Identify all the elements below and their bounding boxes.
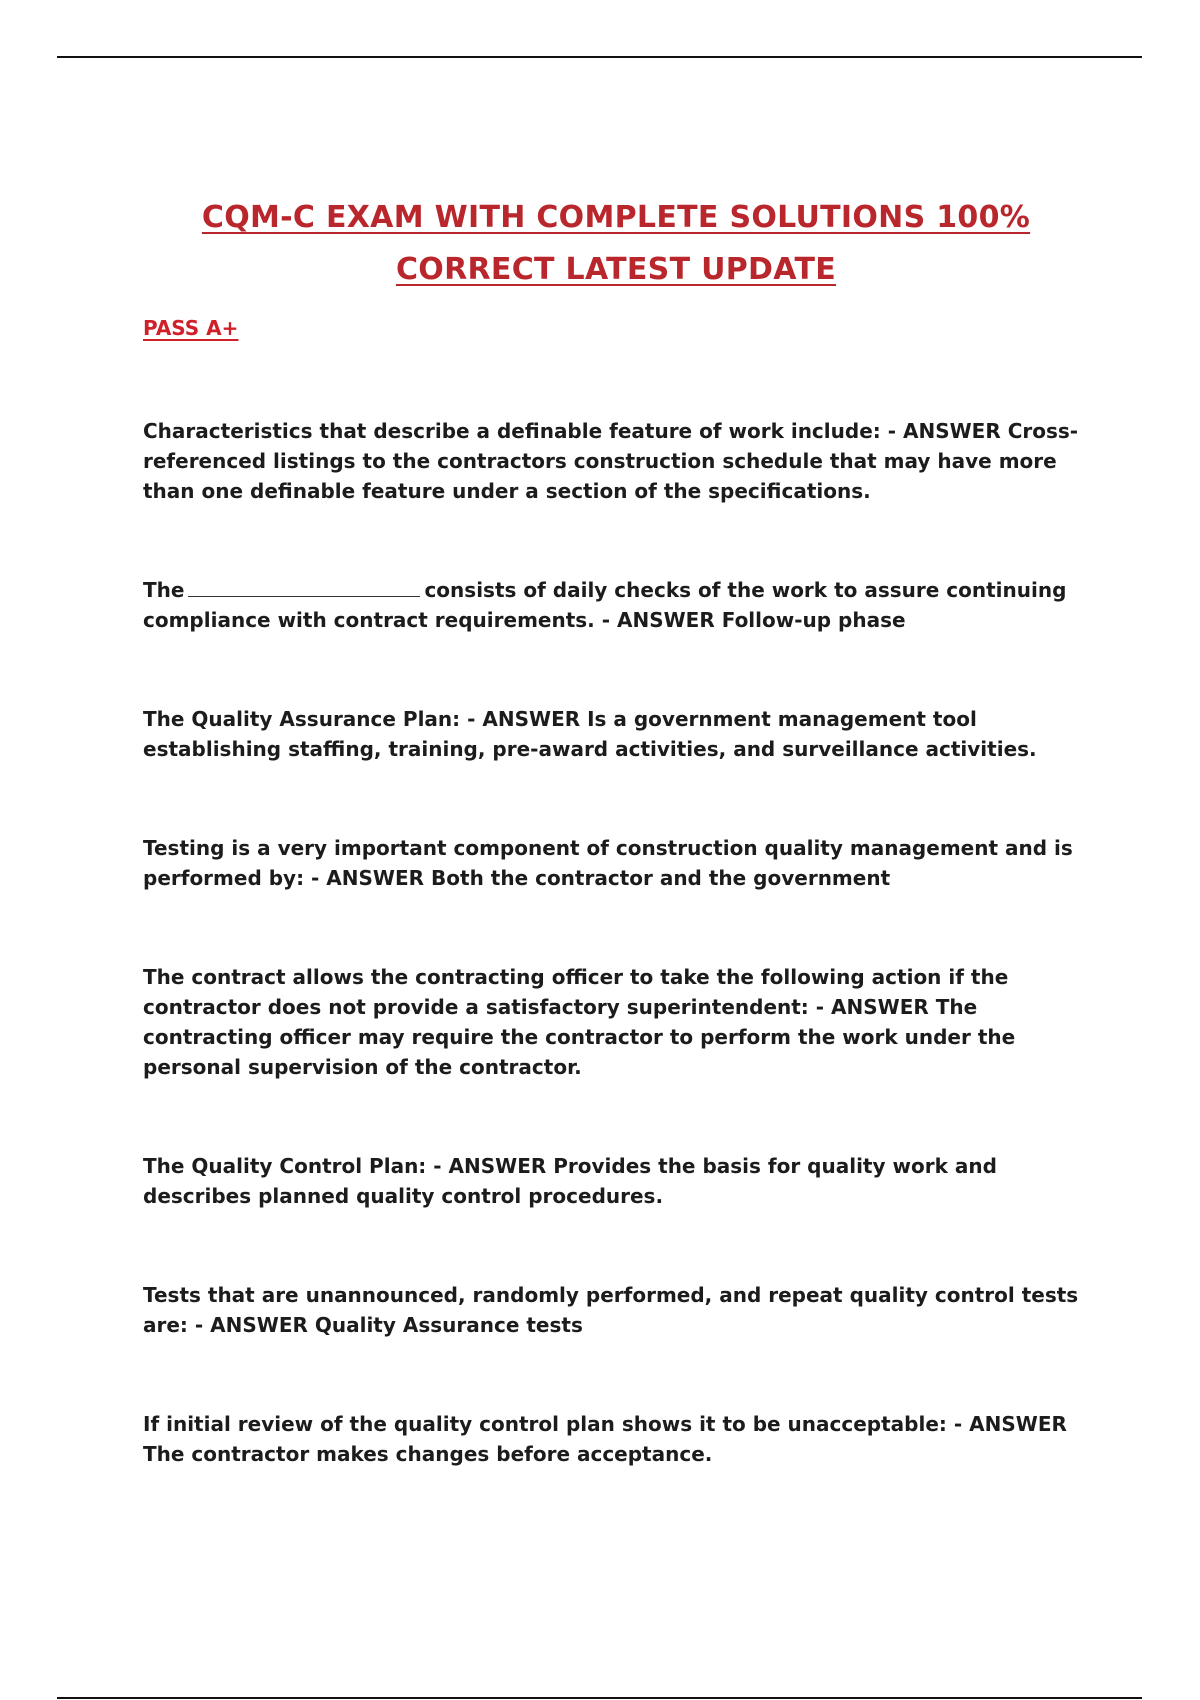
qa-item: If initial review of the quality control plan shows it to be unacceptable: - ANSWER The contractor makes changes before acceptance. — [143, 1412, 1067, 1466]
qa-item: The Quality Assurance Plan: - ANSWER Is a government management tool establishing staffing, training, pre-award activities, and surveillance activities. — [143, 707, 1037, 761]
qa-item-lead: The — [143, 578, 185, 602]
qa-item: Tests that are unannounced, randomly performed, and repeat quality control tests are: - ANSWER Quality Assurance tests — [143, 1283, 1079, 1337]
title-line-1: CQM-C EXAM WITH COMPLETE SOLUTIONS 100% — [201, 200, 1031, 235]
bottom-rule — [57, 1697, 1142, 1699]
top-rule — [57, 56, 1142, 58]
qa-item: Testing is a very important component of construction quality management and is performed by: - ANSWER Both the contractor and the government — [143, 836, 1073, 890]
qa-list — [143, 416, 1088, 1469]
qa-item: Characteristics that describe a definable feature of work include: - ANSWER Cross-referenced listings to the contractors construction schedule that may have more than one definable feature under a section of the specifications. — [143, 419, 1079, 503]
qa-item — [143, 575, 1088, 635]
title-line-2: CORRECT LATEST UPDATE — [395, 252, 836, 287]
subtitle-badge: PASS A+ — [143, 316, 239, 340]
fill-in-blank — [188, 578, 420, 597]
document-title — [130, 192, 1102, 296]
qa-item: The contract allows the contracting officer to take the following action if the contractor does not provide a satisfactory superintendent: - ANSWER The contracting officer may require the contractor to perform the work under the personal supervision of the contractor. — [143, 965, 1016, 1079]
qa-item-rest: consists of daily checks of the work to assure continuing compliance with contract requirements. - ANSWER Follow-up phase — [143, 578, 1067, 632]
qa-item: The Quality Control Plan: - ANSWER Provides the basis for quality work and describes planned quality control procedures. — [143, 1154, 997, 1208]
